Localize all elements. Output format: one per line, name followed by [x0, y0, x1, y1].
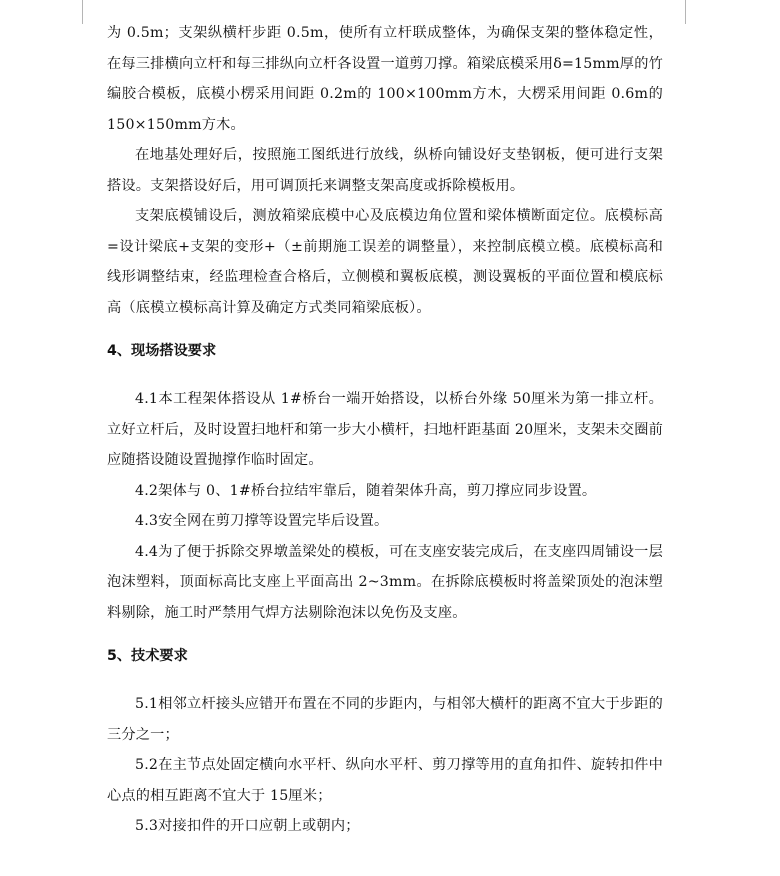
item-4-2: 4.2架体与 0、1#桥台拉结牢靠后，随着架体升高，剪刀撑应同步设置。 [135, 482, 597, 499]
section-5-heading: 5、技术要求 [107, 648, 188, 664]
paragraph-bottom-formwork: 支架底模铺设后，测放箱梁底模中心及底模边角位置和梁体横断面定位。底模标高=设计梁底+支架的变形+（±前期施工误差的调整量），来控制底模立模。底模标高和线形调整结束，经监理检查合格后，立侧模和翼板底模，测设翼板的平面位置和模底标高（底模立模标高计算及确定方式类同箱梁底板）。 [107, 208, 663, 316]
crop-mark-right-vertical [685, 0, 686, 24]
paragraph-foundation: 在地基处理好后，按照施工图纸进行放线，纵桥向铺设好支垫钢板，便可进行支架搭设。支架搭设好后，用可调顶托来调整支架高度或拆除模板用。 [107, 147, 663, 194]
item-4-1: 4.1本工程架体搭设从 1#桥台一端开始搭设，以桥台外缘 50厘米为第一排立杆。立好立杆后，及时设置扫地杆和第一步大小横杆，扫地杆距基面 20厘米，支架未交圈前应随搭设随设置抛撑作临时固定。 [107, 391, 663, 468]
document-body [107, 18, 663, 842]
section-4-heading: 4、现场搭设要求 [107, 343, 217, 359]
item-5-3: 5.3对接扣件的开口应朝上或朝内； [135, 818, 360, 834]
item-5-1: 5.1相邻立杆接头应错开布置在不同的步距内，与相邻大横杆的距离不宜大于步距的三分之一； [107, 696, 663, 743]
paragraph-support-spacing: 为 0.5m；支架纵横杆步距 0.5m，使所有立杆联成整体，为确保支架的整体稳定性，在每三排横向立杆和每三排纵向立杆各设置一道剪刀撑。箱梁底模采用δ=15mm厚的竹编胶合模板，底模小楞采用间距 0.2m的 100×100mm方木，大楞采用间距 0.6m的 150×150mm方木。 [107, 25, 663, 133]
item-4-3: 4.3安全网在剪刀撑等设置完毕后设置。 [135, 513, 389, 529]
crop-mark-left-vertical [82, 0, 83, 24]
item-5-2: 5.2在主节点处固定横向水平杆、纵向水平杆、剪刀撑等用的直角扣件、旋转扣件中心点的相互距离不宜大于 15厘米； [107, 757, 663, 804]
item-4-4: 4.4为了便于拆除交界墩盖梁处的模板，可在支座安装完成后，在支座四周铺设一层泡沫塑料，顶面标高比支座上平面高出 2~3mm。在拆除底模板时将盖梁顶处的泡沫塑料剔除，施工时严禁用气焊方法剔除泡沫以免伤及支座。 [107, 543, 663, 621]
